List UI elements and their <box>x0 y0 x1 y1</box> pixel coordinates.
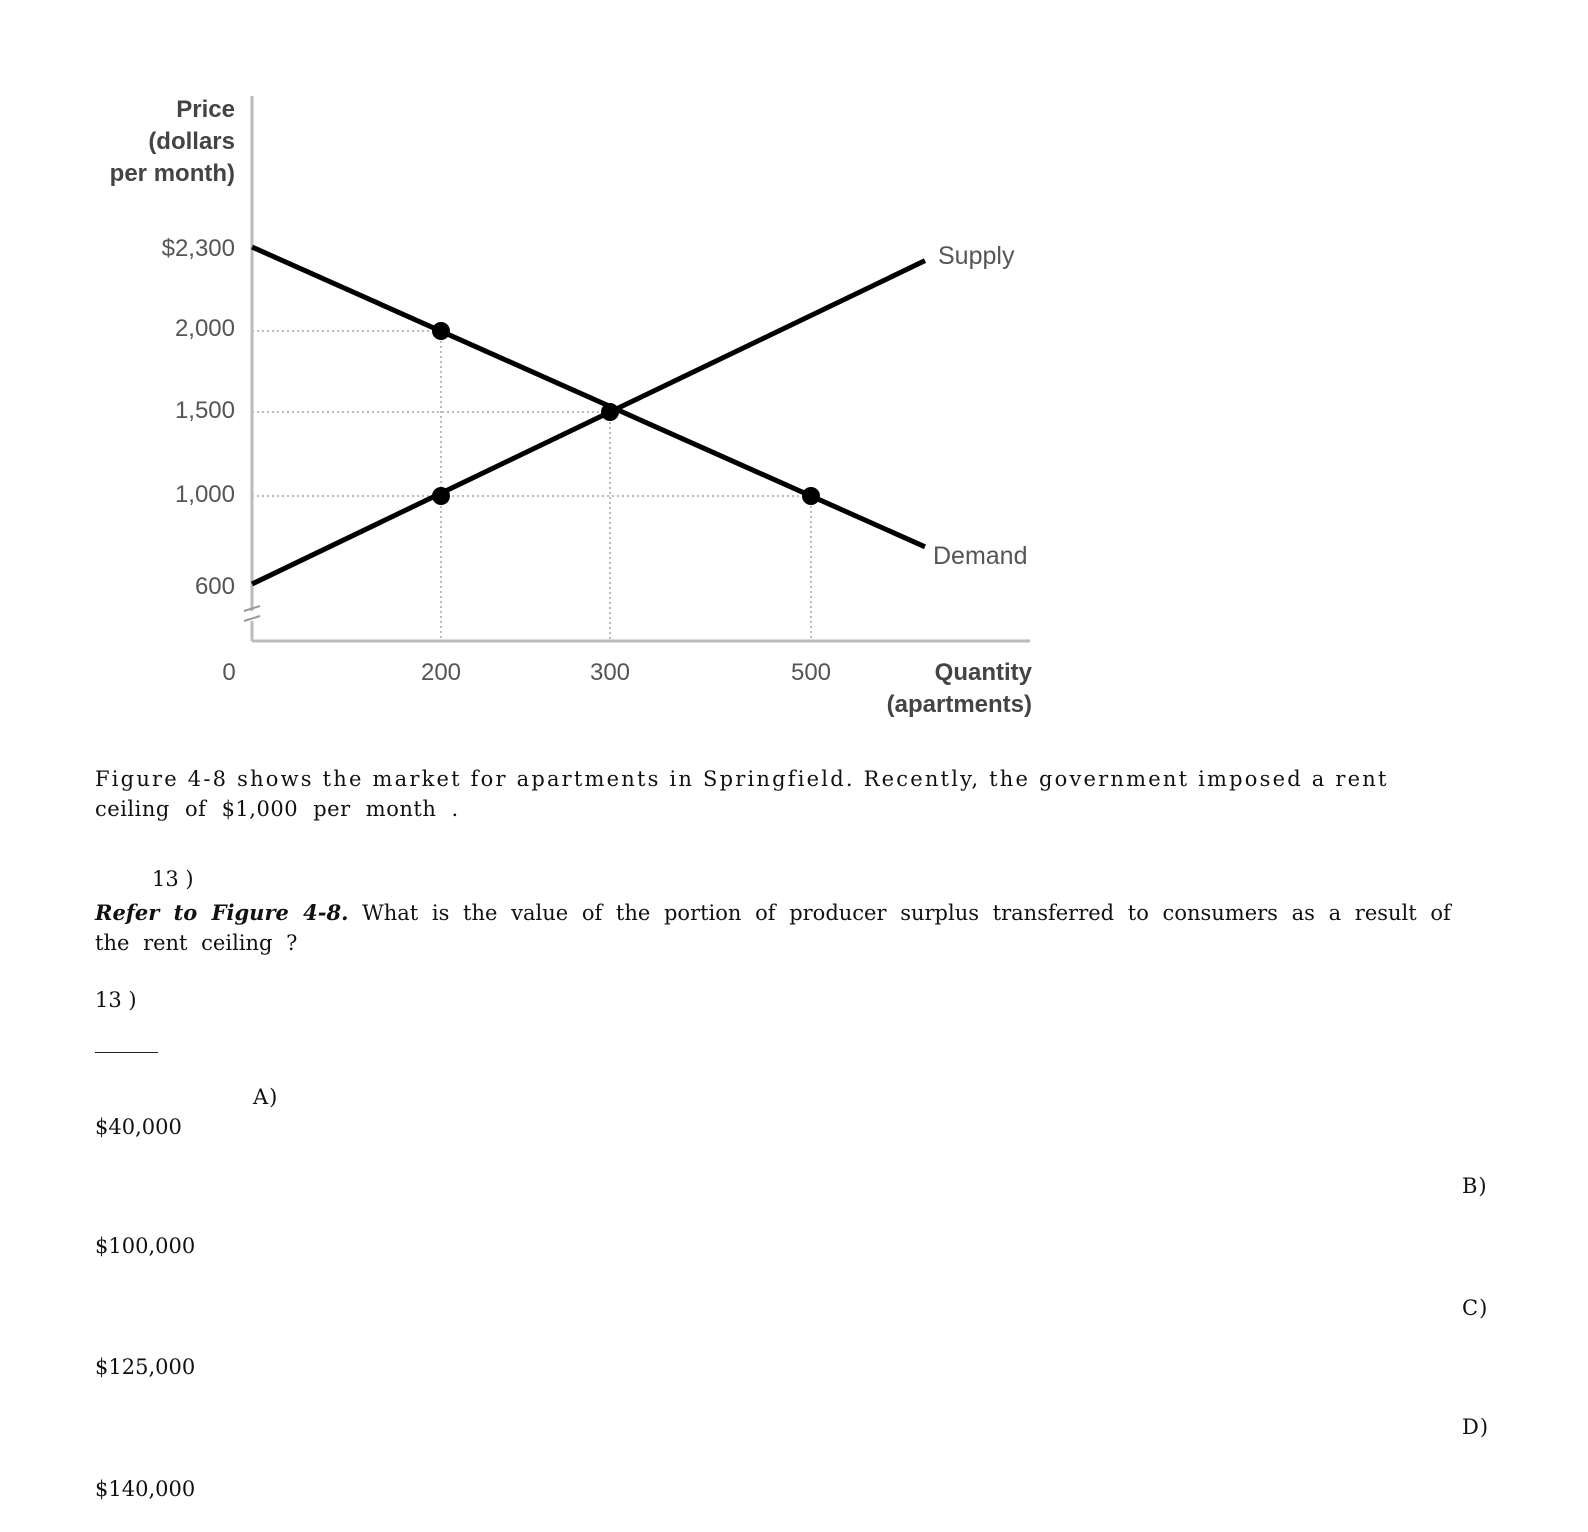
option-b-letter[interactable]: B) <box>1462 1174 1488 1198</box>
caption-line-2: ceiling of $1,000 per month . <box>95 797 459 821</box>
market-graph <box>0 0 1588 760</box>
option-a-value[interactable]: $40,000 <box>95 1115 182 1139</box>
supply-label: Supply <box>938 242 1015 270</box>
y-tick-1500: 1,500 <box>174 397 235 424</box>
y-tick-2000: 2,000 <box>174 315 235 342</box>
y-tick-600: 600 <box>194 573 235 600</box>
x-tick-500: 500 <box>790 659 832 686</box>
marked-point <box>432 322 450 340</box>
caption-line-1: Figure 4-8 shows the market for apartments in Springfield. Recently, the government imposed a rent <box>95 767 1389 791</box>
option-b-value[interactable]: $100,000 <box>95 1234 196 1258</box>
question-body: What is the value of the portion of producer surplus transferred to consumers as a result of the rent ceiling ? <box>95 901 1451 955</box>
y-axis-label-line-1: Price <box>176 96 235 123</box>
supply-curve <box>252 261 925 584</box>
x-axis-label-line-1: Quantity <box>934 659 1032 686</box>
demand-curve <box>252 247 925 547</box>
question-number: 13 ) <box>152 867 194 891</box>
option-a-letter[interactable]: A) <box>253 1085 279 1109</box>
axis-break-icon <box>244 606 260 621</box>
y-tick-1000: 1,000 <box>174 481 235 508</box>
curves <box>252 247 925 584</box>
option-d-value[interactable]: $140,000 <box>95 1477 196 1501</box>
option-c-value[interactable]: $125,000 <box>95 1355 196 1379</box>
marked-point <box>601 403 619 421</box>
demand-label: Demand <box>933 542 1028 570</box>
y-axis-label-line-3: per month) <box>109 160 235 187</box>
x-tick-200: 200 <box>420 659 462 686</box>
y-axis-label-line-2: (dollars <box>148 128 235 155</box>
y-tick-2300: $2,300 <box>161 235 235 262</box>
option-d-letter[interactable]: D) <box>1462 1415 1490 1439</box>
question-number-repeat: 13 ) <box>95 988 137 1012</box>
x-tick-300: 300 <box>589 659 631 686</box>
marked-point <box>802 487 820 505</box>
marked-point <box>432 487 450 505</box>
x-axis-label-line-2: (apartments) <box>886 691 1032 718</box>
x-tick-0: 0 <box>222 659 236 686</box>
question-reference: Refer to Figure 4-8. <box>95 900 349 925</box>
question-text <box>95 898 1495 958</box>
figure-caption <box>95 764 1495 824</box>
option-c-letter[interactable]: C) <box>1462 1296 1489 1320</box>
reference-lines <box>252 331 811 641</box>
answer-blank[interactable] <box>95 1052 158 1054</box>
